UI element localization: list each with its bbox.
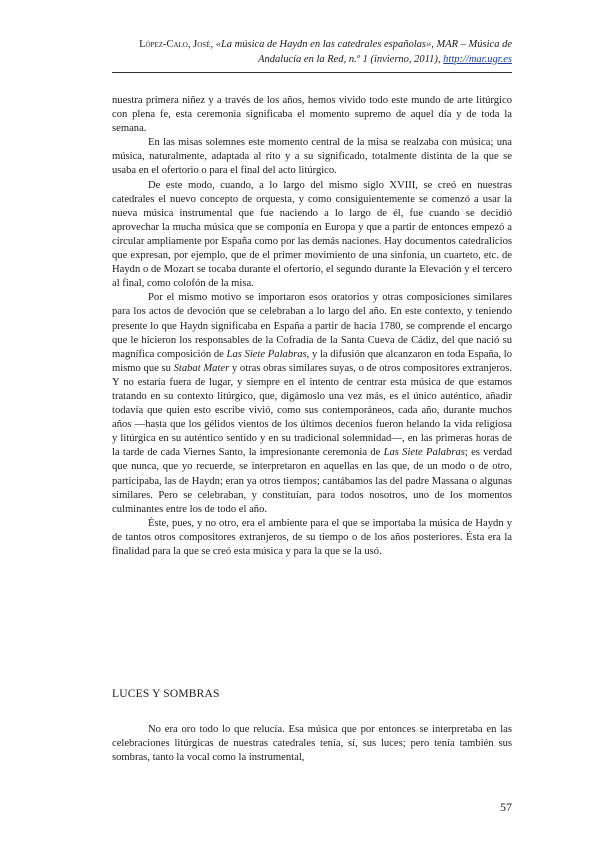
running-header [112, 38, 512, 67]
header-title: , «La música de Haydn en las catedrales españolas», [210, 39, 437, 50]
header-journal: MAR – Música de Andalucía en la Red [258, 39, 512, 65]
paragraph: De este modo, cuando, a lo largo del mismo siglo XVIII, se creó en nuestras catedrales el nuevo concepto de orquesta, y como consiguientemente se comenzó a usar la nueva música instrumental que fue naciendo a lo largo de él, fue cuando se decidió aprovechar la mucha música que se componía en Europa y que a partir de entonces empezó a circular ampliamente por España como por las demás naciones. Hay documentos catedralicios que expresan, por ejemplo, que de el primer movimiento de una sinfonía, un cuarteto, etc. de Haydn o de Mozart se tocaba durante el ofertorio, el segundo durante la Elevación y el tercero al final, como colofón de la misa. [112, 179, 512, 290]
paragraph: Éste, pues, y no otro, era el ambiente para el que se importaba la música de Haydn y de tantos otros compositores extranjeros, de su tiempo o de los años posteriores. Ésta era la finalidad para la que se creó esta música y para la que se la usó. [112, 517, 512, 557]
section-title: LUCES Y SOMBRAS [112, 688, 220, 700]
header-rule [112, 72, 512, 73]
main-text [112, 94, 512, 559]
header-url-link[interactable]: http://mar.ugr.es [443, 53, 512, 65]
section-text [112, 723, 512, 765]
paragraph: nuestra primera niñez y a través de los años, hemos vivido todo este mundo de arte litúrgico con plena fe, esta ceremonia significaba el momento supremo de aquel día y de toda la semana. [112, 95, 512, 135]
page-number: 57 [500, 800, 512, 814]
paragraph: Por el mismo motivo se importaron esos oratorios y otras composiciones similares para los actos de devoción que se celebraban a lo largo del año. En este contexto, y teniendo presente lo que Haydn significaba en España a partir de hacia 1780, se comprende el encargo que le hicieron los responsables de la Cofradía de la Santa Cueva de Cádiz, del que nació su magnífica composición de Las Siete Palabras, y la difusión que alcanzaron en toda España, lo mismo que su Stabat Mater y otras obras similares suyas, o de otros compositores extranjeros. Y no estaría fuera de lugar, y siempre en el intento de centrar esta música de que estamos tratando en su contexto litúrgico, que, digámoslo una vez más, es el único auténtico, añadir todavía que quien esto escribe vivió, como sus contemporáneos, cada año, durante muchos años —hasta que los gélidos vientos de los últimos decenios fueron helando la vida religiosa y litúrgica en su auténtico sentido y en su tradicional solemnidad—, en las primeras horas de la tarde de cada Viernes Santo, la impresionante ceremonia de Las Siete Palabras; es verdad que nunca, que yo recuerde, se interpretaron en aquellas en las que, de un modo o de otro, participaba, las de Haydn; eran ya otros tiempos; cantábamos las del padre Massana o algunas similares. Pero se celebraban, y constituían, para todos nosotros, uno de los momentos culminantes entre los de todo el año. [112, 292, 513, 515]
header-issue: , n.º 1 (invierno, 2011), [343, 53, 444, 65]
paragraph: En las misas solemnes este momento central de la misa se realzaba con música; una música, naturalmente, adaptada al rito y a su significado, totalmente distinta de la que se usaba en el ofertorio o para el final del acto litúrgico. [112, 137, 512, 177]
paragraph: No era oro todo lo que relucía. Esa música que por entonces se interpretaba en las celebraciones litúrgicas de nuestras catedrales tenía, sí, sus luces; pero tenía también sus sombras, tanto la vocal como la instrumental, [112, 724, 512, 764]
header-author: López-Calo, José [139, 39, 211, 50]
